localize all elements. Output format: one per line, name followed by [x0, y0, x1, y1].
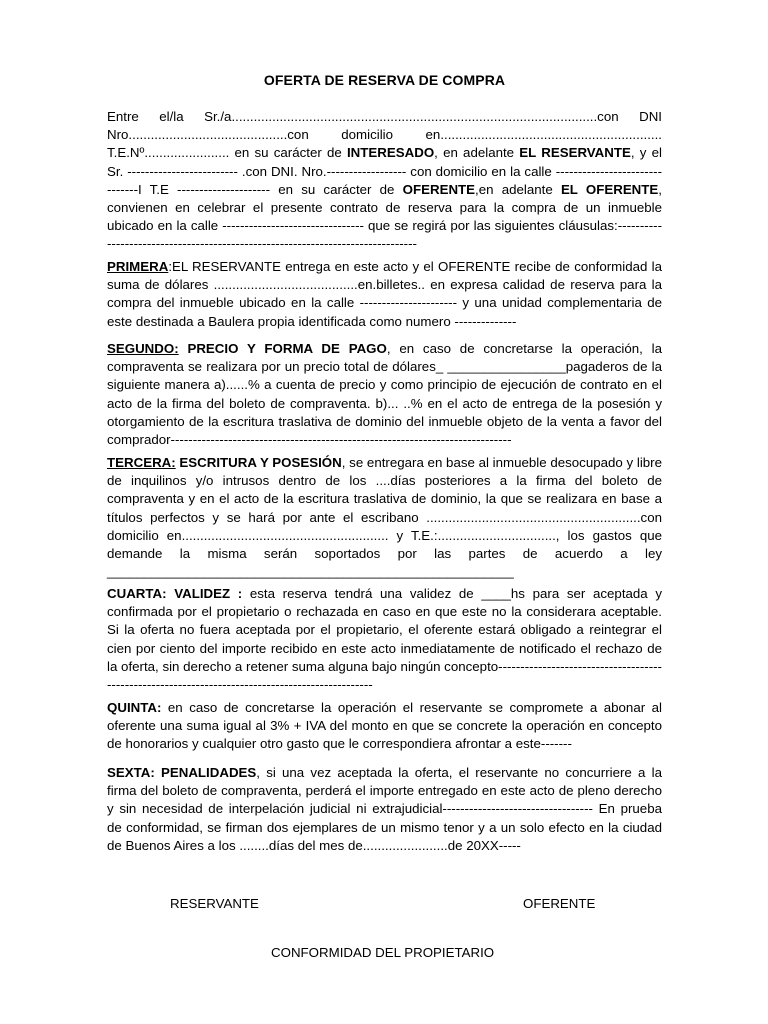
clause-primera-text: :EL RESERVANTE entrega en este acto y el OFERENTE recibe de conformidad la suma de dólares .......................................en.billetes.. en expresa calidad de reserva para la compra del inmueble ubicado en la calle ---------------------- y una unidad complementaria de este destinada a Baulera propia identificada como numero --------------: [107, 259, 662, 329]
clause-sexta-text: , si una vez aceptada la oferta, el reservante no concurriere a la firma del boleto de compraventa, perderá el importe entregado en este acto de pleno derecho y sin necesidad de interpelación judicial ni extrajudicial---------------------------------- En prueba de conformidad, se firman dos ejemplares de un mismo tenor y a un solo efecto en la ciudad de Buenos Aires a los ........días del mes de.......................de 20XX-----: [107, 765, 662, 853]
clause-primera: [107, 258, 662, 331]
intro-bold-el-oferente: EL OFERENTE: [560, 181, 659, 197]
clause-tercera: [107, 454, 662, 581]
intro-text-2: , en adelante: [434, 145, 520, 161]
intro-bold-interesado: INTERESADO: [346, 145, 435, 161]
intro-text-4: ,en adelante: [475, 181, 561, 197]
clause-primera-label: PRIMERA: [107, 259, 169, 274]
document-title: OFERTA DE RESERVA DE COMPRA: [263, 72, 506, 88]
intro-text-3: , y el Sr. ------------------------- .con DNI. Nro.------------------ con domicilio en la calle -------------------------------I T.E --------------------- en su carácter de: [107, 145, 662, 197]
clause-sexta: [107, 764, 662, 855]
intro-bold-reservante: EL RESERVANTE: [519, 145, 631, 161]
clause-segundo-text: , en caso de concretarse la operación, la compraventa se realizara por un precio total de dólares_ ________________pagaderos de la siguiente manera a)......% a cuenta de precio y como principio de ejecución de contrato en el acto de la firma del boleto de compraventa. b)... ..% en el acto de entrega de la posesión y otorgamiento de la escritura traslativa de dominio del inmueble objeto de la venta a favor del comprador-----------------------------------------------------------------------------: [107, 341, 662, 448]
intro-text-1: Entre el/la Sr./a...................................................................................................con DNI Nro...........................................con domicilio en............................................................ T.E.Nº....................... en su carácter de: [107, 109, 662, 161]
clause-tercera-heading: ESCRITURA Y POSESIÓN: [175, 455, 342, 470]
clause-quinta-label: QUINTA:: [107, 700, 162, 715]
intro-paragraph: [107, 108, 662, 254]
clause-cuarta-label: CUARTA: VALIDEZ :: [107, 586, 243, 601]
clause-segundo: [107, 340, 662, 449]
clause-tercera-label: TERCERA:: [107, 455, 176, 470]
signature-oferente: OFERENTE: [523, 896, 596, 911]
signature-propietario: CONFORMIDAD DEL PROPIETARIO: [271, 945, 495, 960]
clause-quinta-text: en caso de concretarse la operación el reservante se compromete a abonar al oferente una suma igual al 3% + IVA del monto en que se concrete la operación en concepto de honorarios y cualquier otro gasto que le correspondiera afrontar a este-------: [107, 700, 662, 752]
intro-bold-oferente: OFERENTE: [402, 181, 476, 197]
clause-segundo-label: SEGUNDO:: [107, 341, 179, 356]
intro-text-5: , convienen en celebrar el presente contrato de reserva para la compra de un inmueble ubicado en la calle -------------------------------- que se regirá por las siguientes cláusulas:--------------------------------------------------------------------------------: [107, 181, 662, 252]
clause-quinta: [107, 699, 662, 754]
clause-cuarta: [107, 585, 662, 694]
clause-tercera-text: , se entregara en base al inmueble desocupado y libre de inquilinos y/o intrusos dentro de los ....días posteriores a la firma del boleto de compraventa y en el acto de la escritura traslativa de dominio, la que se realizara en base a títulos perfectos y se hará por ante el escribano ..........................................................con domicilio en........................................................ y T.E.:................................, los gastos que demande la misma serán soportados por las partes de acuerdo a ley _______________________________________________________: [107, 455, 662, 580]
clause-segundo-heading: PRECIO Y FORMA DE PAGO: [178, 341, 387, 356]
clause-cuarta-text: esta reserva tendrá una validez de ____hs para ser aceptada y confirmada por el propietario o rechazada en caso en que este no la considerara aceptable. Si la oferta no fuera aceptada por el propietario, el oferente estará obligado a reintegrar el cien por ciento del importe recibido en este acto inmediatamente de notificado el rechazo de la oferta, sin derecho a retener suma alguna bajo ningún concepto-------------------------------------------------------------------------------------------------: [107, 586, 663, 693]
clause-sexta-label: SEXTA: PENALIDADES: [107, 765, 257, 780]
signature-reservante: RESERVANTE: [170, 896, 259, 911]
